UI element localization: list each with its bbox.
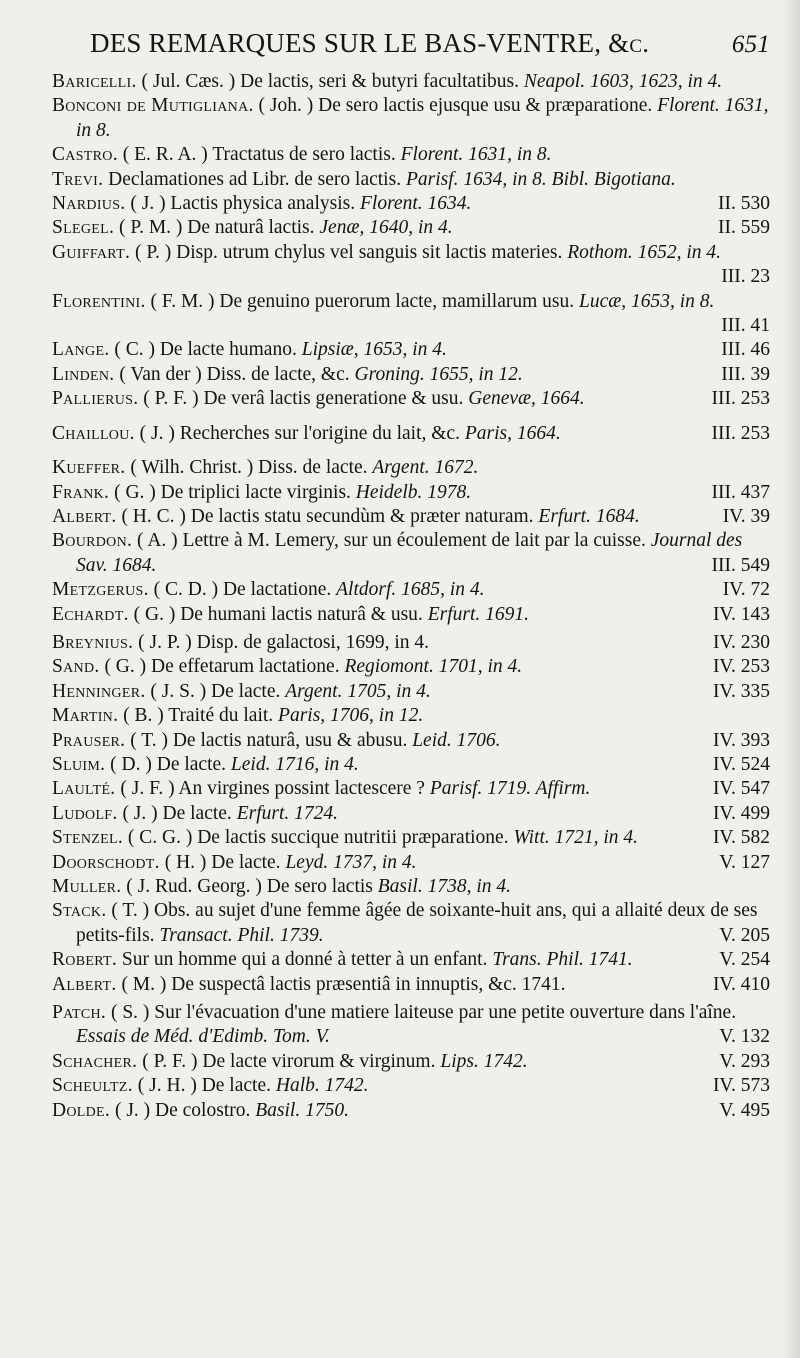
bibliography-entry bbox=[52, 387, 770, 411]
entry-reference: V. 132 bbox=[719, 1026, 770, 1048]
bibliography-entry bbox=[52, 363, 770, 387]
running-title: DES REMARQUES SUR LE BAS-VENTRE, &c. bbox=[90, 28, 650, 58]
bibliography-entry bbox=[52, 729, 770, 753]
entry-author: Sluim. bbox=[52, 753, 106, 775]
entry-author: Prauser. bbox=[52, 729, 126, 751]
entry-publication: Paris, 1706, in 12. bbox=[278, 705, 424, 727]
bibliography-entry bbox=[52, 1099, 770, 1123]
running-header bbox=[90, 28, 770, 68]
entry-author: Bonconi de Mutigliana. bbox=[52, 95, 254, 117]
entry-author: Ludolf. bbox=[52, 802, 118, 824]
entry-publication: Jenæ, 1640, in 4. bbox=[319, 217, 453, 239]
entry-author: Nardius. bbox=[52, 193, 126, 215]
entry-title: ( J. ) Recherches sur l'origine du lait, &c. bbox=[139, 422, 460, 444]
entry-publication: Lipsiæ, 1653, in 4. bbox=[301, 339, 447, 361]
entry-title: ( J. P. ) Disp. de galactosi, 1699, in 4. bbox=[138, 631, 429, 653]
entry-publication: Erfurt. 1691. bbox=[427, 603, 529, 625]
entry-publication: Parisf. 1634, in 8. Bibl. Bigotiana. bbox=[405, 168, 676, 190]
bibliography-entry bbox=[52, 802, 770, 826]
bibliography-entry bbox=[52, 481, 770, 505]
bibliography-entry bbox=[52, 143, 770, 167]
bibliography-entry bbox=[52, 603, 770, 627]
entry-title: ( Joh. ) De sero lactis ejusque usu & præparatione. bbox=[258, 95, 653, 117]
entry-publication: Leid. 1716, in 4. bbox=[230, 753, 359, 775]
entry-title: ( P. F. ) De lacte virorum & virginum. bbox=[142, 1050, 436, 1072]
entry-author: Breynius. bbox=[52, 631, 134, 653]
entry-reference: III. 23 bbox=[721, 266, 770, 288]
entry-publication: Essais de Méd. d'Edimb. Tom. V. bbox=[76, 1026, 330, 1048]
entry-author: Echardt. bbox=[52, 603, 129, 625]
entry-author: Florentini. bbox=[52, 290, 146, 312]
page-number: 651 bbox=[731, 31, 770, 58]
entry-title: ( S. ) Sur l'évacuation d'une matiere laiteuse par une petite ouverture dans l'aîne. bbox=[110, 1002, 737, 1024]
entry-title: ( G. ) De humani lactis naturâ & usu. bbox=[133, 603, 423, 625]
bibliography-entry bbox=[52, 851, 770, 875]
entry-author: Muller. bbox=[52, 876, 122, 897]
entry-author: Albert. bbox=[52, 973, 117, 995]
entry-reference: III. 46 bbox=[721, 339, 770, 361]
entry-title: ( F. M. ) De genuino puerorum lacte, mamillarum usu. bbox=[150, 290, 575, 312]
entry-publication: Witt. 1721, in 4. bbox=[513, 827, 639, 849]
entry-author: Chaillou. bbox=[52, 422, 135, 444]
bibliography-entry bbox=[52, 704, 770, 728]
bibliography-entry bbox=[52, 777, 770, 801]
bibliography-entry bbox=[52, 192, 770, 216]
bibliography-entry bbox=[52, 94, 770, 143]
bibliography-entry bbox=[52, 680, 770, 704]
entry-publication: Transact. Phil. 1739. bbox=[159, 924, 324, 946]
entry-author: Martin. bbox=[52, 705, 119, 727]
entry-reference: V. 495 bbox=[719, 1099, 770, 1121]
entry-author: Castro. bbox=[52, 144, 118, 166]
entry-publication: Lips. 1742. bbox=[440, 1050, 528, 1072]
bibliography-entry bbox=[52, 168, 770, 192]
entry-title: ( Van der ) Diss. de lacte, &c. bbox=[119, 363, 350, 385]
entry-publication: Groning. 1655, in 12. bbox=[354, 363, 523, 385]
entry-publication: Florent. 1634. bbox=[359, 193, 472, 215]
bibliography-entry bbox=[52, 899, 770, 948]
entry-reference: IV. 547 bbox=[712, 778, 770, 800]
entry-author: Pallierus. bbox=[52, 388, 139, 410]
entry-publication: Halb. 1742. bbox=[275, 1075, 369, 1097]
entry-title: ( C. D. ) De lactatione. bbox=[153, 579, 332, 601]
entry-title: ( B. ) Traité du lait. bbox=[123, 705, 274, 727]
entry-author: Frank. bbox=[52, 481, 110, 503]
entry-title: ( G. ) De triplici lacte virginis. bbox=[114, 481, 351, 503]
entry-title: ( A. ) Lettre à M. Lemery, sur un écoulement de lait par la cuisse. bbox=[137, 530, 646, 552]
entry-title: ( H. C. ) De lactis statu secundùm & præter naturam. bbox=[121, 505, 534, 527]
entry-reference: IV. 39 bbox=[722, 505, 770, 527]
entry-author: Trevi. bbox=[52, 168, 104, 190]
bibliography-entry bbox=[52, 875, 770, 899]
entry-reference: IV. 253 bbox=[712, 656, 770, 678]
entry-publication: Basil. 1750. bbox=[255, 1099, 349, 1121]
entry-reference: IV. 573 bbox=[712, 1075, 770, 1097]
entry-publication: Neapol. 1603, 1623, in 4. bbox=[523, 71, 723, 92]
entry-author: Linden. bbox=[52, 363, 115, 385]
entry-author: Laulté. bbox=[52, 778, 116, 800]
bibliography-entry bbox=[52, 948, 770, 972]
entry-author: Robert. bbox=[52, 949, 118, 971]
entry-author: Dolde. bbox=[52, 1099, 111, 1121]
entry-author: Lange. bbox=[52, 339, 110, 361]
entry-publication: Basil. 1738, in 4. bbox=[377, 876, 512, 897]
entry-title: ( J. S. ) De lacte. bbox=[150, 680, 281, 702]
bibliography-entry bbox=[52, 578, 770, 602]
entry-author: Albert. bbox=[52, 505, 117, 527]
entry-publication: Rothom. 1652, in 4. bbox=[567, 241, 722, 263]
entry-reference: V. 254 bbox=[719, 949, 770, 971]
entry-author: Doorschodt. bbox=[52, 851, 160, 873]
entry-title: ( J. ) De colostro. bbox=[114, 1099, 251, 1121]
entry-reference: IV. 335 bbox=[712, 680, 770, 702]
bibliography-entry bbox=[52, 456, 770, 480]
entry-publication: Altdorf. 1685, in 4. bbox=[336, 579, 485, 601]
bibliography-entry bbox=[52, 753, 770, 777]
entry-author: Stack. bbox=[52, 900, 107, 922]
entry-title: ( J. H. ) De lacte. bbox=[137, 1075, 271, 1097]
entry-publication: Leid. 1706. bbox=[412, 729, 501, 751]
entry-author: Sand. bbox=[52, 656, 100, 678]
entry-title: Sur un homme qui a donné à tetter à un enfant. bbox=[121, 949, 488, 971]
entry-title: ( J. Rud. Georg. ) De sero lactis bbox=[126, 876, 373, 897]
entry-publication: Trans. Phil. 1741. bbox=[492, 949, 633, 971]
entry-title: ( T. ) Obs. au sujet d'une femme âgée de soixante-huit ans, qui a allaité deux de ses petits-fils. bbox=[76, 900, 758, 946]
entry-title: ( J. ) Lactis physica analysis. bbox=[130, 193, 356, 215]
bibliography-entry bbox=[52, 241, 770, 290]
entry-reference: III. 549 bbox=[711, 554, 770, 576]
entry-title: ( P. M. ) De naturâ lactis. bbox=[119, 217, 315, 239]
bibliography-entry bbox=[52, 70, 770, 94]
bibliography-entry bbox=[52, 631, 770, 655]
bibliography-entry bbox=[52, 338, 770, 362]
entry-author: Henninger. bbox=[52, 680, 146, 702]
entry-reference: IV. 524 bbox=[712, 753, 770, 775]
bibliography-entry bbox=[52, 529, 770, 578]
bibliography-entry bbox=[52, 655, 770, 679]
bibliography-entry bbox=[52, 216, 770, 240]
entry-author: Slegel. bbox=[52, 217, 115, 239]
entry-publication: Parisf. 1719. Affirm. bbox=[429, 778, 591, 800]
bibliography-entry bbox=[52, 973, 770, 997]
entry-publication: Argent. 1672. bbox=[372, 457, 479, 479]
entry-author: Guiffart. bbox=[52, 241, 131, 263]
entry-title: ( Jul. Cæs. ) De lactis, seri & butyri facultatibus. bbox=[141, 71, 520, 92]
bibliography-entry bbox=[52, 1074, 770, 1098]
entry-title: ( C. G. ) De lactis succique nutritii præparatione. bbox=[127, 827, 509, 849]
entry-reference: IV. 393 bbox=[712, 729, 770, 751]
entry-reference: V. 293 bbox=[719, 1050, 770, 1072]
entry-reference: III. 39 bbox=[721, 363, 770, 385]
entry-reference: IV. 72 bbox=[722, 579, 770, 601]
entry-publication: Heidelb. 1978. bbox=[355, 481, 472, 503]
entry-title: ( E. R. A. ) Tractatus de sero lactis. bbox=[122, 144, 396, 166]
entry-reference: IV. 410 bbox=[712, 973, 770, 995]
entry-title: ( P. ) Disp. utrum chylus vel sanguis sit lactis materies. bbox=[135, 241, 563, 263]
entry-publication: Leyd. 1737, in 4. bbox=[285, 851, 417, 873]
entry-reference: III. 437 bbox=[711, 481, 770, 503]
entry-title: ( P. F. ) De verâ lactis generatione & usu. bbox=[143, 388, 464, 410]
bibliography-entry bbox=[52, 422, 770, 446]
entry-publication: Paris, 1664. bbox=[464, 422, 561, 444]
entry-title: ( T. ) De lactis naturâ, usu & abusu. bbox=[130, 729, 408, 751]
bibliography-entry bbox=[52, 290, 770, 339]
entry-title: Declamationes ad Libr. de sero lactis. bbox=[108, 168, 402, 190]
entry-author: Bourdon. bbox=[52, 530, 133, 552]
entry-author: Patch. bbox=[52, 1002, 107, 1024]
entry-author: Schacher. bbox=[52, 1050, 138, 1072]
entry-publication: Erfurt. 1724. bbox=[236, 802, 338, 824]
entry-author: Baricelli. bbox=[52, 71, 137, 92]
entry-reference: V. 205 bbox=[719, 924, 770, 946]
bibliography-entry bbox=[52, 826, 770, 850]
entry-publication: Argent. 1705, in 4. bbox=[285, 680, 431, 702]
entry-reference: II. 530 bbox=[718, 193, 770, 215]
entry-reference: IV. 499 bbox=[712, 802, 770, 824]
entry-title: ( J. F. ) An virgines possint lactescere ? bbox=[120, 778, 425, 800]
entry-title: ( G. ) De effetarum lactatione. bbox=[104, 656, 340, 678]
bibliography-entry bbox=[52, 1050, 770, 1074]
entry-title: ( Wilh. Christ. ) Diss. de lacte. bbox=[130, 457, 368, 479]
entry-publication: Erfurt. 1684. bbox=[538, 505, 640, 527]
entry-author: Metzgerus. bbox=[52, 579, 149, 601]
entry-publication: Florent. 1631, in 8. bbox=[76, 95, 769, 141]
entry-title: ( C. ) De lacte humano. bbox=[114, 339, 297, 361]
entry-publication: Genevæ, 1664. bbox=[468, 388, 585, 410]
entry-title: ( M. ) De suspectâ lactis præsentiâ in innuptis, &c. 1741. bbox=[121, 973, 566, 995]
entry-reference: IV. 582 bbox=[712, 827, 770, 849]
bibliography-list bbox=[52, 70, 770, 1123]
entry-reference: III. 253 bbox=[711, 422, 770, 444]
entry-title: ( J. ) De lacte. bbox=[122, 802, 232, 824]
entry-reference: II. 559 bbox=[718, 217, 770, 239]
entry-title: ( D. ) De lacte. bbox=[110, 753, 227, 775]
entry-reference: III. 253 bbox=[711, 388, 770, 410]
entry-publication: Regiomont. 1701, in 4. bbox=[344, 656, 523, 678]
bibliography-entry bbox=[52, 505, 770, 529]
bibliography-entry bbox=[52, 1001, 770, 1050]
entry-title: ( H. ) De lacte. bbox=[164, 851, 281, 873]
entry-author: Stenzel. bbox=[52, 827, 123, 849]
entry-author: Kueffer. bbox=[52, 457, 126, 479]
entry-reference: IV. 230 bbox=[712, 631, 770, 653]
entry-reference: V. 127 bbox=[719, 851, 770, 873]
entry-author: Scheultz. bbox=[52, 1075, 133, 1097]
entry-reference: IV. 143 bbox=[712, 603, 770, 625]
entry-publication: Florent. 1631, in 8. bbox=[400, 144, 552, 166]
entry-reference: III. 41 bbox=[721, 315, 770, 337]
entry-publication: Lucæ, 1653, in 8. bbox=[578, 290, 715, 312]
page-edge-shadow bbox=[782, 0, 800, 1358]
entry-publication: Journal des Sav. 1684. bbox=[76, 530, 743, 576]
